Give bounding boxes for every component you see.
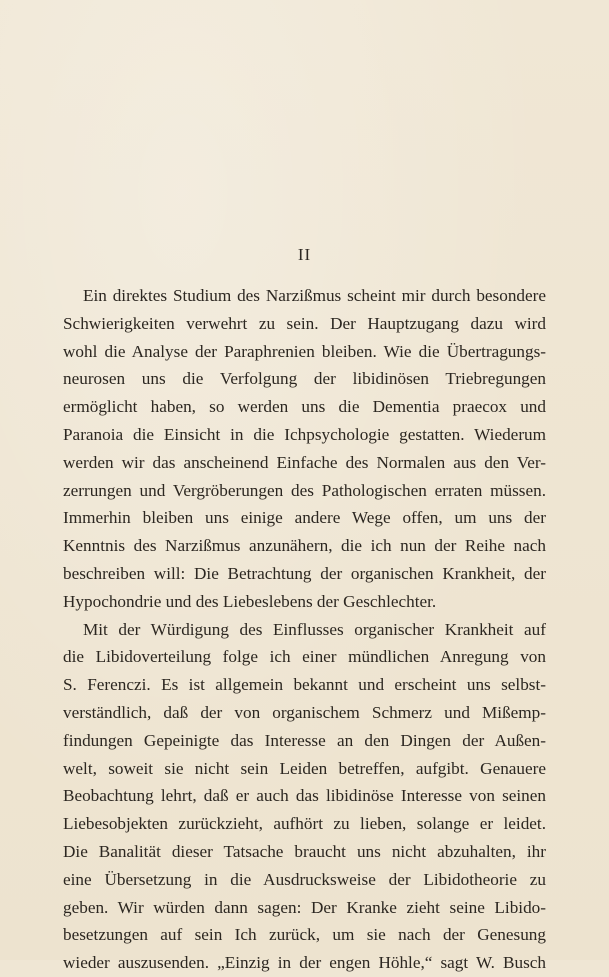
text-line: zerrungen und Vergröberungen des Pathologischen erraten müssen. xyxy=(63,480,546,500)
text-line: Beobachtung lehrt, daß er auch das libidinöse Interesse von seinen xyxy=(63,786,546,806)
text-line: neurosen uns die Verfolgung der libidinösen Triebregungen xyxy=(63,369,546,389)
text-line: welt, soweit sie nicht sein Leiden betreffen, aufgibt. Genauere xyxy=(63,758,546,778)
paragraph-2 xyxy=(63,616,546,977)
text-line: Ein direktes Studium des Narzißmus scheint mir durch besondere xyxy=(83,286,546,305)
text-line: Immerhin bleiben uns einige andere Wege offen, um uns der xyxy=(63,508,546,528)
text-line: wieder auszusenden. „Einzig in der engen Höhle,“ sagt W. Busch xyxy=(63,953,546,973)
text-line: S. Ferenczi. Es ist allgemein bekannt und erscheint uns selbst- xyxy=(63,675,546,695)
text-line: Hypochondrie und des Liebeslebens der Geschlechter. xyxy=(63,591,437,611)
text-line: eine Übersetzung in die Ausdrucksweise der Libidotheorie zu xyxy=(63,869,546,889)
text-line: Liebesobjekten zurückzieht, aufhört zu lieben, solange er leidet. xyxy=(63,814,546,834)
text-line: ermöglicht haben, so werden uns die Dementia praecox und xyxy=(63,397,546,417)
text-line: Paranoia die Einsicht in die Ichpsychologie gestatten. Wiederum xyxy=(63,424,546,444)
text-line: die Libidoverteilung folge ich einer mündlichen Anregung von xyxy=(63,647,546,667)
text-line: besetzungen auf sein Ich zurück, um sie nach der Genesung xyxy=(63,925,546,945)
paragraph-1 xyxy=(63,282,546,616)
text-line: verständlich, daß der von organischem Schmerz und Mißemp- xyxy=(63,702,546,722)
text-line: Schwierigkeiten verwehrt zu sein. Der Hauptzugang dazu wird xyxy=(63,313,546,333)
text-line: Die Banalität dieser Tatsache braucht uns nicht abzuhalten, ihr xyxy=(63,841,546,861)
text-line: wohl die Analyse der Paraphrenien bleiben. Wie die Übertragungs- xyxy=(63,341,546,361)
text-line: findungen Gepeinigte das Interesse an den Dingen der Außen- xyxy=(63,730,546,750)
text-line: geben. Wir würden dann sagen: Der Kranke zieht seine Libido- xyxy=(63,897,546,917)
text-line: werden wir das anscheinend Einfache des Normalen aus den Ver- xyxy=(63,452,546,472)
text-line: Mit der Würdigung des Einflusses organischer Krankheit auf xyxy=(83,619,546,639)
chapter-heading: II xyxy=(297,245,312,264)
text-line: beschreiben will: Die Betrachtung der organischen Krankheit, der xyxy=(63,563,546,583)
text-line: Kenntnis des Narzißmus anzunähern, die ich nun der Reihe nach xyxy=(63,536,546,556)
body-text xyxy=(63,282,546,977)
